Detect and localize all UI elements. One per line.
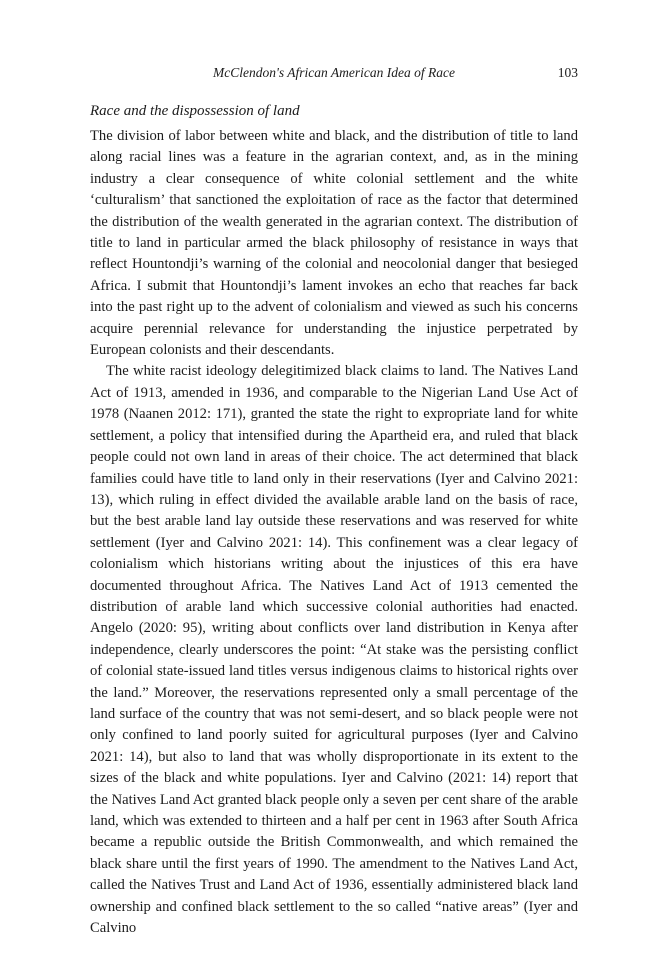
page-number: 103	[557, 65, 578, 80]
section-heading: Race and the dispossession of land	[90, 103, 300, 119]
body-paragraph: The white racist ideology delegitimized black claims to land. The Natives Land Act of 1913, amended in 1936, and comparable to the Nigerian Land Use Act of 1978 (Naanen 2012: 171), granted the state the right to expropriate land for white settlement, a policy that intensified during the Apartheid era, and ruled that black people could not own land in areas of their choice. The act determined that black families could have title to land only in their reservations (Iyer and Calvino 2021: 13), which ruling in effect divided the available arable land on the basis of race, but the best arable land lay outside these reservations and was reserved for white settlement (Iyer and Calvino 2021: 14). This confinement was a clear legacy of colonialism which historians writing about the injustices of this era have documented throughout Africa. The Natives Land Act of 1913 cemented the distribution of arable land which successive colonial authorities had enacted. Angelo (2020: 95), writing about conflicts over land distribution in Kenya after independence, clearly underscores the point: “At stake was the persisting conflict of colonial state-issued land titles versus indigenous claims to historical rights over the land.” Moreover, the reservations represented only a small percentage of the land surface of the country that was not semi-desert, and so black people were not only confined to land poorly suited for agricultural purposes (Iyer and Calvino 2021: 14), but also to land that was wholly disproportionate in its extent to the sizes of the black and white populations. Iyer and Calvino (2021: 14) report that the Natives Land Act granted black people only a seven per cent share of the arable land, which was extended to thirteen and a half per cent in 1963 after South Africa became a republic outside the British Commonwealth, and which remained the black share until the first years of 1990. The amendment to the Natives Land Act, called the Natives Trust and Land Act of 1936, essentially administered black land ownership and confined black settlement to the so called “native areas” (Iyer and Calvino	[90, 363, 578, 937]
running-head	[90, 62, 578, 84]
body-paragraph: The division of labor between white and black, and the distribution of title to land along racial lines was a feature in the agrarian context, and, as in the mining industry a clear consequence of white colonial settlement and the white ‘culturalism’ that sanctioned the exploitation of race as the factor that determined the distribution of the wealth generated in the agrarian context. The distribution of title to land in particular armed the black philosophy of resistance in ways that reflect Hountondji’s warning of the colonial and neocolonial danger that besieged Africa. I submit that Hountondji’s lament invokes an echo that reaches far back into the past right up to the advent of colonialism and viewed as such his concerns acquire perennial relevance for understanding the injustice perpetrated by European colonists and their descendants.	[90, 128, 578, 359]
book-page	[90, 62, 578, 939]
running-title: McClendon's African American Idea of Race	[213, 65, 455, 80]
